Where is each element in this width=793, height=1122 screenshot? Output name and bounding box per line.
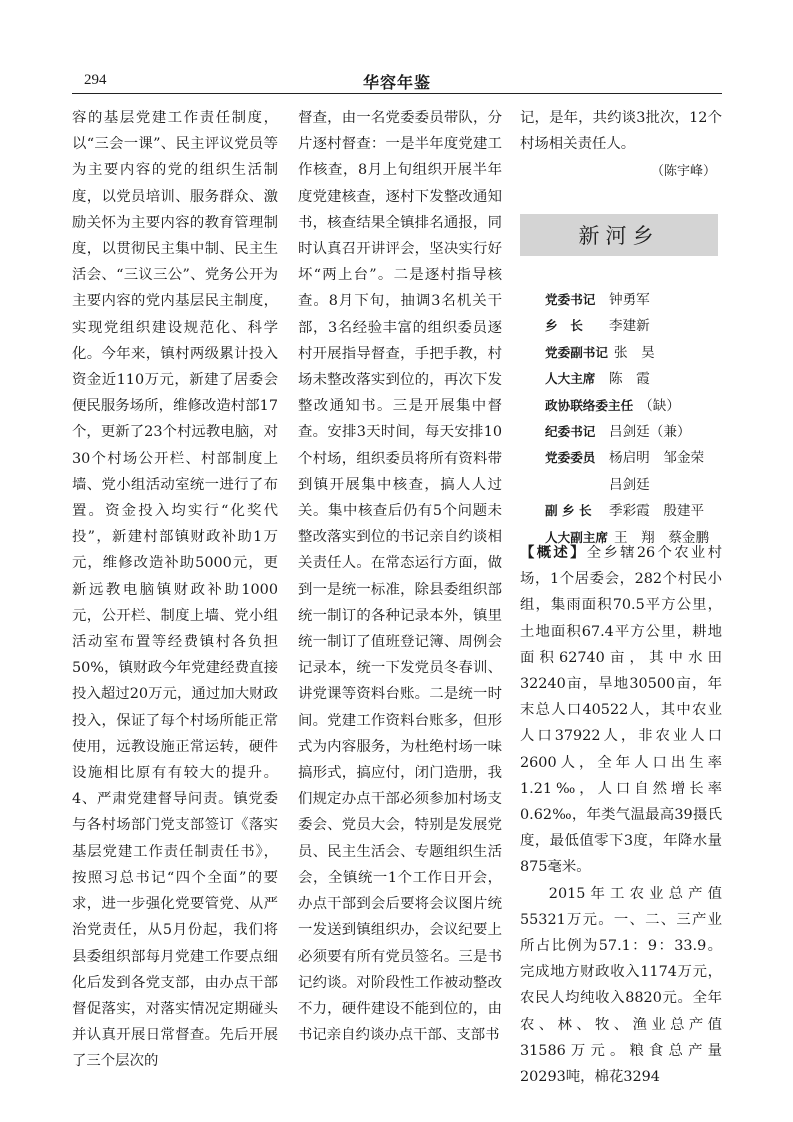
column-3-top	[520, 105, 722, 186]
section-heading-box	[520, 214, 718, 256]
official-row	[545, 498, 725, 524]
official-role: 人大主席	[545, 371, 596, 387]
column-1	[72, 105, 278, 1075]
official-role: 人大副主席	[545, 529, 608, 545]
column-3-top-text: 记，是年，共约谈3批次，12个村场相关责任人。	[520, 110, 722, 153]
column-1-text: 容的基层党建工作责任制度，以“三会一课”、民主评议党员等为主要内容的党的组织生活制度，以党员培训、服务群众、激励关怀为主要内容的教育管理制度，以贯彻民主集中制、民主生活会、“三议三公”、党务公开为主要内容的党内基层民主制度，实现党组织建设规范化、科学化。今年来，镇村两级累计投入资金近110万元，新建了居委会便民服务场所，维修改造村部17个，更新了23个村远教电脑，对30个村场公开栏、村部制度上墙、党小组活动室统一进行了布置。资金投入均实行“化奖代投”，新建村部镇财政补助1万元，维修改造补助5000元，更新远教电脑镇财政补助1000元，公开栏、制度上墙、党小组活动室布置等经费镇村各负担50%，镇财政今年党建经费直接投入超过20万元，通过加大财政投入，保证了每个村场所能正常使用，远教设施正常运转，硬件设施相比原有有较大的提升。4、严肃党建督导问责。镇党委与各村场部门党支部签订《落实基层党建工作责任制责任书》，按照习总书记“四个全面”的要求，进一步强化党要管党、从严治党责任，从5月份起，我们将县委组织部每月党建工作要点细化后发到各党支部，由办点干部督促落实，对落实情况定期碰头并认真开展日常督查。先后开展了三个层次的	[72, 110, 278, 1070]
official-names: 李建新	[609, 318, 650, 335]
official-names: 陈 霞	[609, 371, 650, 388]
official-role: 副 乡 长	[545, 503, 592, 519]
column-3-body	[520, 540, 722, 1090]
overview-label: 【概述】	[520, 545, 587, 561]
official-names: 王 翔 蔡金鹏	[613, 529, 710, 546]
official-role: 党委委员	[545, 450, 596, 466]
page-number: 294	[84, 72, 107, 88]
official-names: 杨启明 邹金荣	[609, 450, 705, 467]
overview-text: 全乡辖26个农业村场，1个居委会，282个村民小组，集雨面积70.5平方公里，土地面积67.4平方公里，耕地面积62740亩，其中水田32240亩，旱地30500亩，年末总人口40522人，其中农业人口37922人，非农业人口2600人，全年人口出生率1.21‰，人口自然增长率0.62‰，年类气温最高39摄氏度，最低值零下3度，年降水量875毫米。	[520, 545, 722, 876]
column-2	[298, 105, 502, 1048]
official-row	[545, 419, 725, 445]
official-row	[545, 340, 725, 366]
overview-paragraph	[520, 540, 722, 881]
official-names: 吕剑廷	[609, 476, 650, 493]
official-role: 党委副书记	[545, 344, 608, 360]
official-names: （缺）	[639, 397, 680, 414]
author-byline: （陈宇峰）	[650, 164, 716, 180]
column-2-text: 督查，由一名党委委员带队，分片逐村督查：一是半年度党建工作核查，8月上旬组织开展半年度党建核查，逐村下发整改通知书，核查结果全镇排名通报，同时认真召开讲评会，坚决实行好坏“两上台”。二是逐村指导核查。8月下旬，抽调3名机关干部，3名经验丰富的组织委员逐村开展指导督查，手把手教，村场未整改落实到位的，再次下发整改通知书。三是开展集中督查。安排3天时间，每天安排10个村场，组织委员将所有资料带到镇开展集中核查，搞人人过关。集中核查后仍有5个问题未整改落实到位的书记亲自约谈相关责任人。在常态运行方面，做到一是统一标准，除县委组织部统一制订的各种记录本外，镇里统一制订了值班登记簿、周例会记录本，统一下发党员冬春训、讲党课等资料台账。二是统一时间。党建工作资料台账多，但形式为内容服务，为杜绝村场一味搞形式，搞应付，闭门造册，我们规定办点干部必须参加村场支委会、党员大会，特别是发展党员、民主生活会、专题组织生活会，全镇统一1个工作日开会，办点干部到会后要将会议图片统一发送到镇组织办，会议纪要上必须要有所有党员签名。三是书记约谈。对阶段性工作被动整改不力，硬件建设不能到位的，由书记亲自约谈办点干部、支部书	[298, 110, 502, 1044]
official-row-continued	[545, 472, 725, 498]
official-row	[545, 313, 725, 339]
book-title: 华容年鉴	[362, 73, 431, 92]
officials-list	[545, 287, 725, 551]
page-header	[72, 70, 722, 92]
official-role: 党委书记	[545, 292, 596, 307]
official-names: 吕剑廷（兼）	[609, 424, 691, 441]
official-role: 纪委书记	[545, 424, 596, 440]
official-names: 张 昊	[613, 344, 655, 361]
official-role: 政协联络委主任	[545, 397, 634, 413]
official-row	[545, 366, 725, 392]
official-names: 钟勇军	[609, 292, 650, 308]
official-role: 乡 长	[545, 318, 583, 334]
official-row	[545, 445, 725, 471]
official-row	[545, 393, 725, 419]
official-names: 季彩霞 殷建平	[609, 503, 705, 520]
economy-paragraph: 2015年工农业总产值55321万元。一、二、三产业所占比例为57.1：9：33.9。完成地方财政收入1174万元，农民人均纯收入8820元。全年农、林、牧、渔业总产值31586万元。粮食总产量20293吨，棉花3294	[520, 885, 722, 1086]
section-title: 新河乡	[578, 224, 660, 248]
official-row	[545, 287, 725, 313]
header-divider	[72, 93, 722, 94]
